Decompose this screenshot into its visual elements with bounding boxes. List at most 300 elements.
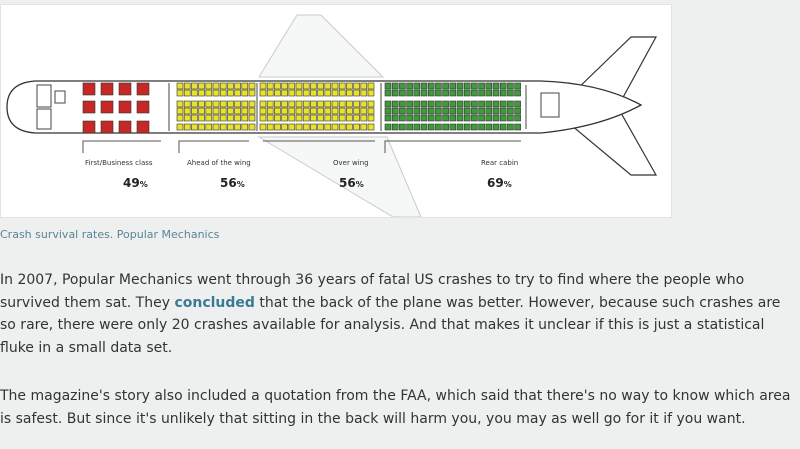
seat — [282, 124, 288, 130]
percent-value: 56 — [339, 176, 356, 190]
seat — [199, 115, 205, 121]
seat — [242, 115, 248, 121]
seat — [385, 90, 391, 96]
seats-layer — [83, 83, 521, 133]
seat — [392, 83, 398, 89]
seat — [260, 108, 266, 114]
seat — [199, 101, 205, 107]
bracket-first-class — [83, 141, 161, 153]
seat — [303, 124, 309, 130]
seat — [354, 115, 360, 121]
seat — [346, 115, 352, 121]
seat — [515, 108, 521, 114]
seat — [101, 121, 113, 133]
seat — [443, 101, 449, 107]
seat — [303, 83, 309, 89]
seat — [274, 108, 280, 114]
seat — [227, 90, 233, 96]
seat — [213, 101, 219, 107]
seat — [399, 83, 405, 89]
seat — [242, 124, 248, 130]
seat — [421, 83, 427, 89]
seat — [435, 101, 441, 107]
seat — [206, 124, 212, 130]
seat — [471, 90, 477, 96]
seat — [368, 108, 374, 114]
seat — [289, 101, 295, 107]
seat — [137, 101, 149, 113]
seat — [260, 124, 266, 130]
seat — [493, 101, 499, 107]
seat — [500, 108, 506, 114]
seat — [184, 115, 190, 121]
segment-percent-rear-cabin — [487, 176, 512, 190]
seat — [249, 124, 255, 130]
seat — [339, 108, 345, 114]
seat — [274, 115, 280, 121]
seat — [464, 124, 470, 130]
seat — [486, 108, 492, 114]
seat — [249, 115, 255, 121]
seat — [191, 101, 197, 107]
seat — [450, 90, 456, 96]
seat — [227, 101, 233, 107]
segment-percent-ahead-wing — [220, 176, 245, 190]
seat — [428, 124, 434, 130]
seat — [227, 115, 233, 121]
seat — [325, 90, 331, 96]
seat — [296, 124, 302, 130]
seat — [325, 108, 331, 114]
seat — [450, 108, 456, 114]
seat — [515, 124, 521, 130]
paragraph-text: that the back of the plane was better. However, because such crashes are so rare, there were only 20 crashes available for analysis. And that makes it unclear if this is just a statistical fluke in a small data set. — [0, 294, 781, 356]
seat — [507, 115, 513, 121]
seat — [220, 124, 226, 130]
segment-percent-first-class — [123, 176, 148, 190]
seat — [407, 90, 413, 96]
seat — [507, 83, 513, 89]
seat — [289, 83, 295, 89]
percent-value: 49 — [123, 176, 140, 190]
seat — [399, 101, 405, 107]
seat — [414, 101, 420, 107]
seat — [213, 90, 219, 96]
seat — [486, 101, 492, 107]
seat — [332, 83, 338, 89]
segment-label-first-class: First/Business class — [85, 159, 153, 167]
seat — [213, 83, 219, 89]
figure-caption: Crash survival rates. Popular Mechanics — [0, 228, 220, 241]
segment-label-ahead-wing: Ahead of the wing — [187, 159, 251, 167]
seat — [235, 83, 241, 89]
seat — [199, 83, 205, 89]
percent-unit: % — [503, 180, 512, 189]
seat — [457, 83, 463, 89]
seat — [339, 101, 345, 107]
percent-unit: % — [139, 180, 148, 189]
seat — [310, 90, 316, 96]
seat — [414, 90, 420, 96]
seat — [368, 83, 374, 89]
seat — [296, 83, 302, 89]
seat — [227, 124, 233, 130]
seat — [220, 101, 226, 107]
seat — [242, 83, 248, 89]
seat — [325, 115, 331, 121]
seat — [213, 108, 219, 114]
seat — [191, 83, 197, 89]
seat — [296, 115, 302, 121]
seat — [354, 83, 360, 89]
seat — [399, 115, 405, 121]
seat — [361, 108, 367, 114]
seat — [191, 90, 197, 96]
seat — [361, 101, 367, 107]
seat — [471, 124, 477, 130]
seat — [267, 101, 273, 107]
seat — [346, 101, 352, 107]
seat — [414, 108, 420, 114]
article-paragraph-2: The magazine's story also included a quotation from the FAA, which said that there's no way to know which area is safest. But since it's unlikely that sitting in the back will harm you, you may as well go for it if you want. — [0, 388, 791, 427]
seat — [83, 101, 95, 113]
seat — [407, 108, 413, 114]
seat — [260, 115, 266, 121]
concluded-link[interactable]: concluded — [174, 294, 255, 311]
seat — [479, 115, 485, 121]
seat — [493, 115, 499, 121]
seat — [332, 108, 338, 114]
seat — [318, 115, 324, 121]
seat — [407, 115, 413, 121]
seat — [385, 83, 391, 89]
seat — [457, 115, 463, 121]
seat — [249, 83, 255, 89]
seat — [346, 124, 352, 130]
seat — [435, 90, 441, 96]
seat — [289, 108, 295, 114]
seat — [515, 101, 521, 107]
seat — [296, 90, 302, 96]
seat — [289, 90, 295, 96]
seat — [137, 83, 149, 95]
seat — [332, 115, 338, 121]
seat — [421, 115, 427, 121]
seat — [493, 124, 499, 130]
seat — [354, 101, 360, 107]
seat — [296, 101, 302, 107]
seat — [450, 115, 456, 121]
seat — [267, 90, 273, 96]
seat — [274, 83, 280, 89]
seat — [267, 115, 273, 121]
seat — [361, 124, 367, 130]
seat — [479, 108, 485, 114]
seat — [421, 90, 427, 96]
seat — [303, 115, 309, 121]
seat — [310, 101, 316, 107]
seat — [325, 124, 331, 130]
seat — [119, 121, 131, 133]
seat — [385, 101, 391, 107]
seat — [464, 101, 470, 107]
seat — [191, 108, 197, 114]
seat — [428, 90, 434, 96]
seat — [464, 115, 470, 121]
percent-value: 69 — [487, 176, 504, 190]
seat — [235, 108, 241, 114]
seat — [407, 124, 413, 130]
seat — [354, 108, 360, 114]
seat — [249, 108, 255, 114]
seat — [310, 108, 316, 114]
seat — [267, 124, 273, 130]
seat — [318, 108, 324, 114]
seat — [220, 90, 226, 96]
seat — [303, 90, 309, 96]
seat — [443, 124, 449, 130]
seat — [368, 124, 374, 130]
seat — [249, 101, 255, 107]
seat — [220, 108, 226, 114]
seat — [191, 124, 197, 130]
seat — [339, 90, 345, 96]
seat — [479, 124, 485, 130]
seat — [486, 124, 492, 130]
seat — [184, 124, 190, 130]
seat — [428, 108, 434, 114]
seat — [325, 83, 331, 89]
segment-label-rear-cabin: Rear cabin — [481, 159, 519, 167]
seat — [213, 115, 219, 121]
seat — [457, 124, 463, 130]
seat — [235, 115, 241, 121]
seat — [235, 90, 241, 96]
paragraph-text: In 2007, Popular Mechanics went through 36 years of fatal US crashes to try to find where the people who survived them sat. They — [0, 272, 745, 311]
seat — [493, 83, 499, 89]
seat — [457, 101, 463, 107]
seat — [303, 101, 309, 107]
seat — [296, 108, 302, 114]
seat — [471, 108, 477, 114]
seat — [399, 108, 405, 114]
seat — [119, 83, 131, 95]
segment-percent-over-wing — [339, 176, 364, 190]
seat — [303, 108, 309, 114]
seat — [443, 83, 449, 89]
seat — [493, 108, 499, 114]
seat — [421, 108, 427, 114]
seat — [332, 101, 338, 107]
seat — [318, 90, 324, 96]
seat — [361, 83, 367, 89]
seat — [443, 108, 449, 114]
seat — [318, 83, 324, 89]
seat — [310, 83, 316, 89]
seat — [361, 115, 367, 121]
seat — [421, 101, 427, 107]
seat — [184, 83, 190, 89]
seat — [385, 124, 391, 130]
seat — [399, 90, 405, 96]
seat — [339, 115, 345, 121]
seat — [346, 108, 352, 114]
seat — [235, 101, 241, 107]
seat — [206, 90, 212, 96]
seat — [282, 115, 288, 121]
seat — [260, 90, 266, 96]
seat — [199, 90, 205, 96]
seat — [289, 124, 295, 130]
seat — [282, 83, 288, 89]
seat — [435, 83, 441, 89]
seat — [392, 124, 398, 130]
seat — [267, 108, 273, 114]
percent-unit: % — [355, 180, 364, 189]
article-paragraph-1 — [0, 269, 800, 359]
percent-value: 56 — [220, 176, 237, 190]
seat — [249, 90, 255, 96]
seat — [443, 90, 449, 96]
seat — [507, 90, 513, 96]
seat — [443, 115, 449, 121]
seat — [199, 124, 205, 130]
seat — [361, 90, 367, 96]
seat — [471, 115, 477, 121]
seat — [414, 124, 420, 130]
seat — [428, 101, 434, 107]
seat — [500, 83, 506, 89]
seat — [332, 90, 338, 96]
seat — [486, 90, 492, 96]
seat — [515, 115, 521, 121]
seat — [435, 124, 441, 130]
seat — [479, 101, 485, 107]
seat — [507, 108, 513, 114]
seat — [289, 115, 295, 121]
seat — [206, 101, 212, 107]
seat — [515, 90, 521, 96]
seat — [191, 115, 197, 121]
seat — [242, 90, 248, 96]
seat — [500, 124, 506, 130]
seat — [346, 90, 352, 96]
seat — [457, 90, 463, 96]
seat — [213, 124, 219, 130]
seat — [184, 108, 190, 114]
airplane-seat-diagram — [1, 5, 672, 218]
seat — [414, 115, 420, 121]
seat — [464, 83, 470, 89]
seat — [177, 90, 183, 96]
seat — [450, 83, 456, 89]
seat — [507, 124, 513, 130]
seat — [346, 83, 352, 89]
seat — [274, 101, 280, 107]
seat — [392, 108, 398, 114]
seat — [368, 115, 374, 121]
seat — [260, 101, 266, 107]
seat — [310, 115, 316, 121]
seat — [354, 124, 360, 130]
seat — [435, 108, 441, 114]
seat — [184, 101, 190, 107]
seat — [450, 101, 456, 107]
seat — [385, 108, 391, 114]
seat — [318, 124, 324, 130]
seat — [206, 83, 212, 89]
seat — [392, 90, 398, 96]
seat — [515, 83, 521, 89]
seat-map-figure — [0, 4, 672, 218]
seat — [101, 83, 113, 95]
seat — [421, 124, 427, 130]
seat — [428, 115, 434, 121]
seat — [368, 101, 374, 107]
seat — [137, 121, 149, 133]
seat — [507, 101, 513, 107]
seat — [235, 124, 241, 130]
seat — [500, 90, 506, 96]
seat — [260, 83, 266, 89]
seat — [242, 101, 248, 107]
seat — [220, 115, 226, 121]
seat — [274, 124, 280, 130]
upper-wing — [259, 15, 383, 77]
seat — [274, 90, 280, 96]
seat — [220, 83, 226, 89]
seat — [457, 108, 463, 114]
seat — [368, 90, 374, 96]
seat — [177, 101, 183, 107]
seat — [325, 101, 331, 107]
seat — [199, 108, 205, 114]
seat — [227, 108, 233, 114]
seat — [282, 101, 288, 107]
seat — [500, 115, 506, 121]
seat — [339, 83, 345, 89]
bracket-rear-cabin — [385, 141, 521, 153]
seat — [184, 90, 190, 96]
seat — [354, 90, 360, 96]
seat — [399, 124, 405, 130]
seat — [83, 121, 95, 133]
seat — [282, 90, 288, 96]
seat — [486, 115, 492, 121]
seat — [428, 83, 434, 89]
seat — [450, 124, 456, 130]
seat — [101, 101, 113, 113]
segment-label-over-wing: Over wing — [333, 159, 369, 167]
seat — [242, 108, 248, 114]
seat — [119, 101, 131, 113]
seat — [392, 101, 398, 107]
seat — [177, 83, 183, 89]
seat — [464, 108, 470, 114]
bracket-ahead-wing — [179, 141, 249, 153]
seat — [471, 83, 477, 89]
percent-unit: % — [236, 180, 245, 189]
seat — [493, 90, 499, 96]
seat — [177, 108, 183, 114]
seat — [206, 115, 212, 121]
seat — [392, 115, 398, 121]
seat — [83, 83, 95, 95]
seat — [206, 108, 212, 114]
seat — [332, 124, 338, 130]
seat — [339, 124, 345, 130]
seat — [500, 101, 506, 107]
